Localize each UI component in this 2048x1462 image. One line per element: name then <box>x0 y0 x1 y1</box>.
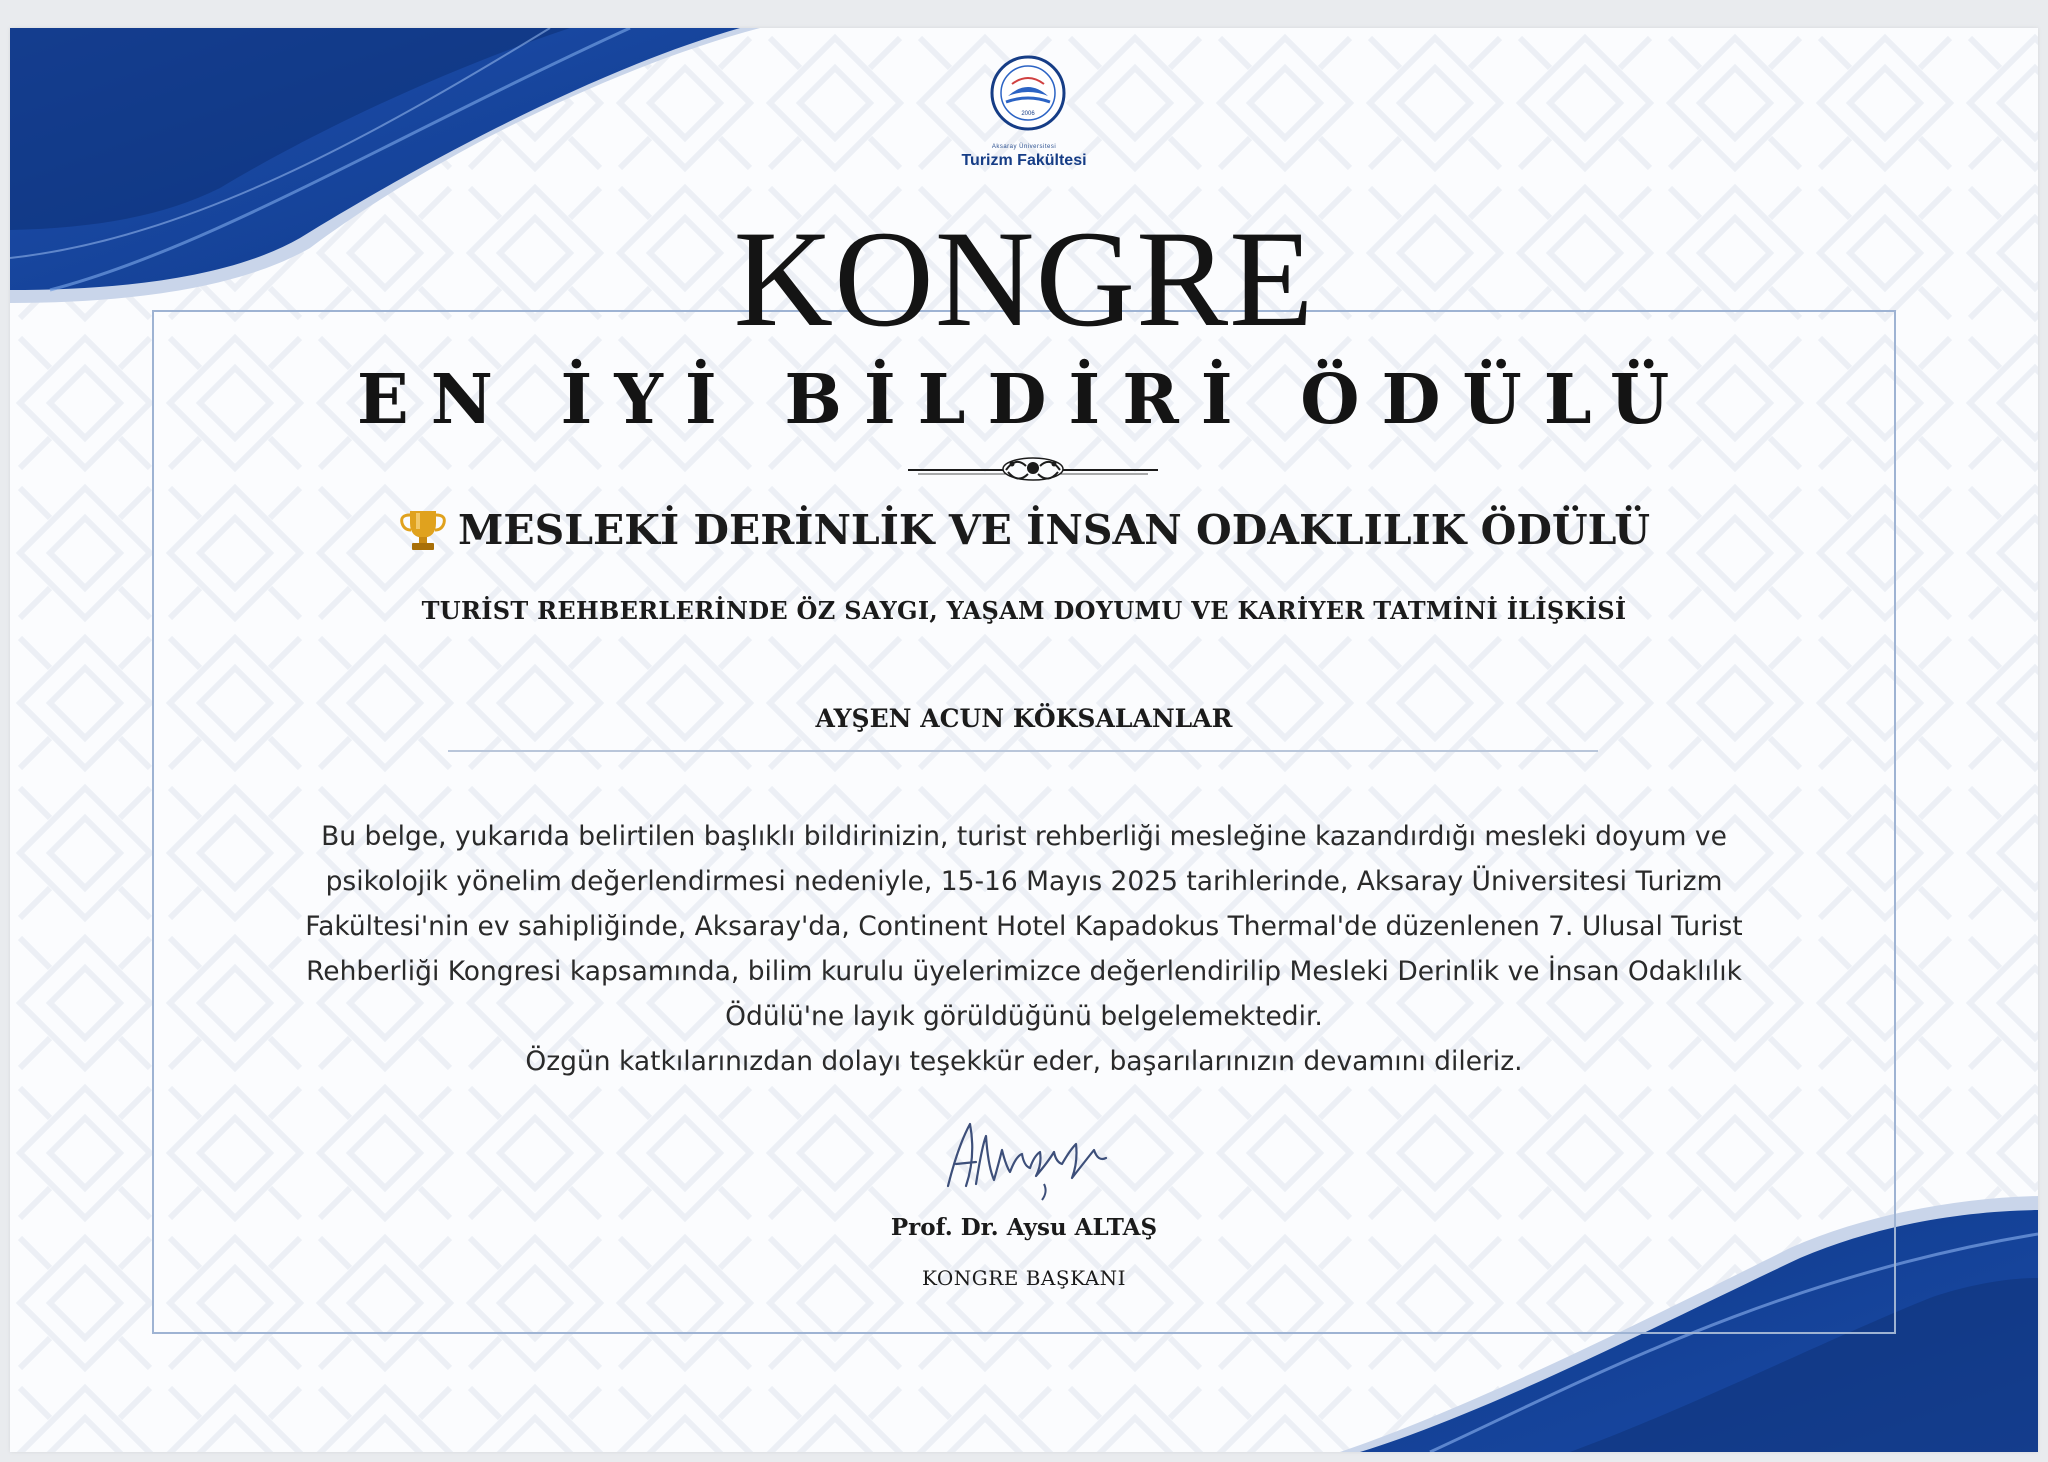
trophy-icon <box>398 505 448 555</box>
recipient-underline <box>448 750 1598 752</box>
closing-line: Özgün katkılarınızdan dolayı teşekkür eder, başarılarınızın devamını dileriz. <box>525 1046 1523 1077</box>
university-seal-icon <box>978 38 1078 148</box>
body-line: Bu belge, yukarıda belirtilen başlıklı bildirinizin, turist rehberliği mesleğine kazandırdığı mesleki doyum ve <box>321 821 1727 852</box>
signer-role: KONGRE BAŞKANI <box>921 1266 1127 1290</box>
floral-divider-icon <box>908 450 1158 490</box>
body-line: Fakültesi'nin ev sahipliğinde, Aksaray'da, Continent Hotel Kapadokus Thermal'de düzenlenen 7. Ulusal Turist <box>305 911 1743 942</box>
logo-university-text: Aksaray Üniversitesi <box>991 144 1057 150</box>
certificate-body <box>206 814 1842 1084</box>
award-name: MESLEKİ DERİNLİK VE İNSAN ODAKLILIK ÖDÜLÜ <box>457 506 1651 554</box>
paper-title: TURİST REHBERLERİNDE ÖZ SAYGI, YAŞAM DOYUMU VE KARİYER TATMİNİ İLİŞKİSİ <box>421 596 1627 625</box>
certificate-page <box>10 28 2038 1452</box>
certificate-subtitle: EN İYİ BİLDİRİ ÖDÜLÜ <box>356 360 1692 440</box>
handwritten-signature <box>936 1106 1126 1206</box>
logo-faculty-name: Turizm Fakültesi <box>961 152 1087 169</box>
svg-text:2006: 2006 <box>1021 111 1035 117</box>
signer-name: Prof. Dr. Aysu ALTAŞ <box>890 1214 1158 1241</box>
body-line: Rehberliği Kongresi kapsamında, bilim kurulu üyelerimizce değerlendirilip Mesleki Derinlik ve İnsan Odaklılık <box>306 956 1742 987</box>
university-logo <box>978 38 1078 148</box>
certificate-title: KONGRE <box>733 202 1315 355</box>
body-line: Ödülü'ne layık görüldüğünü belgelemektedir. <box>725 1001 1323 1032</box>
body-line: psikolojik yönelim değerlendirmesi nedeniyle, 15-16 Mayıs 2025 tarihlerinde, Aksaray Üniversitesi Turizm <box>325 866 1723 897</box>
award-heading <box>10 502 2038 558</box>
recipient-name: AYŞEN ACUN KÖKSALANLAR <box>815 704 1233 733</box>
